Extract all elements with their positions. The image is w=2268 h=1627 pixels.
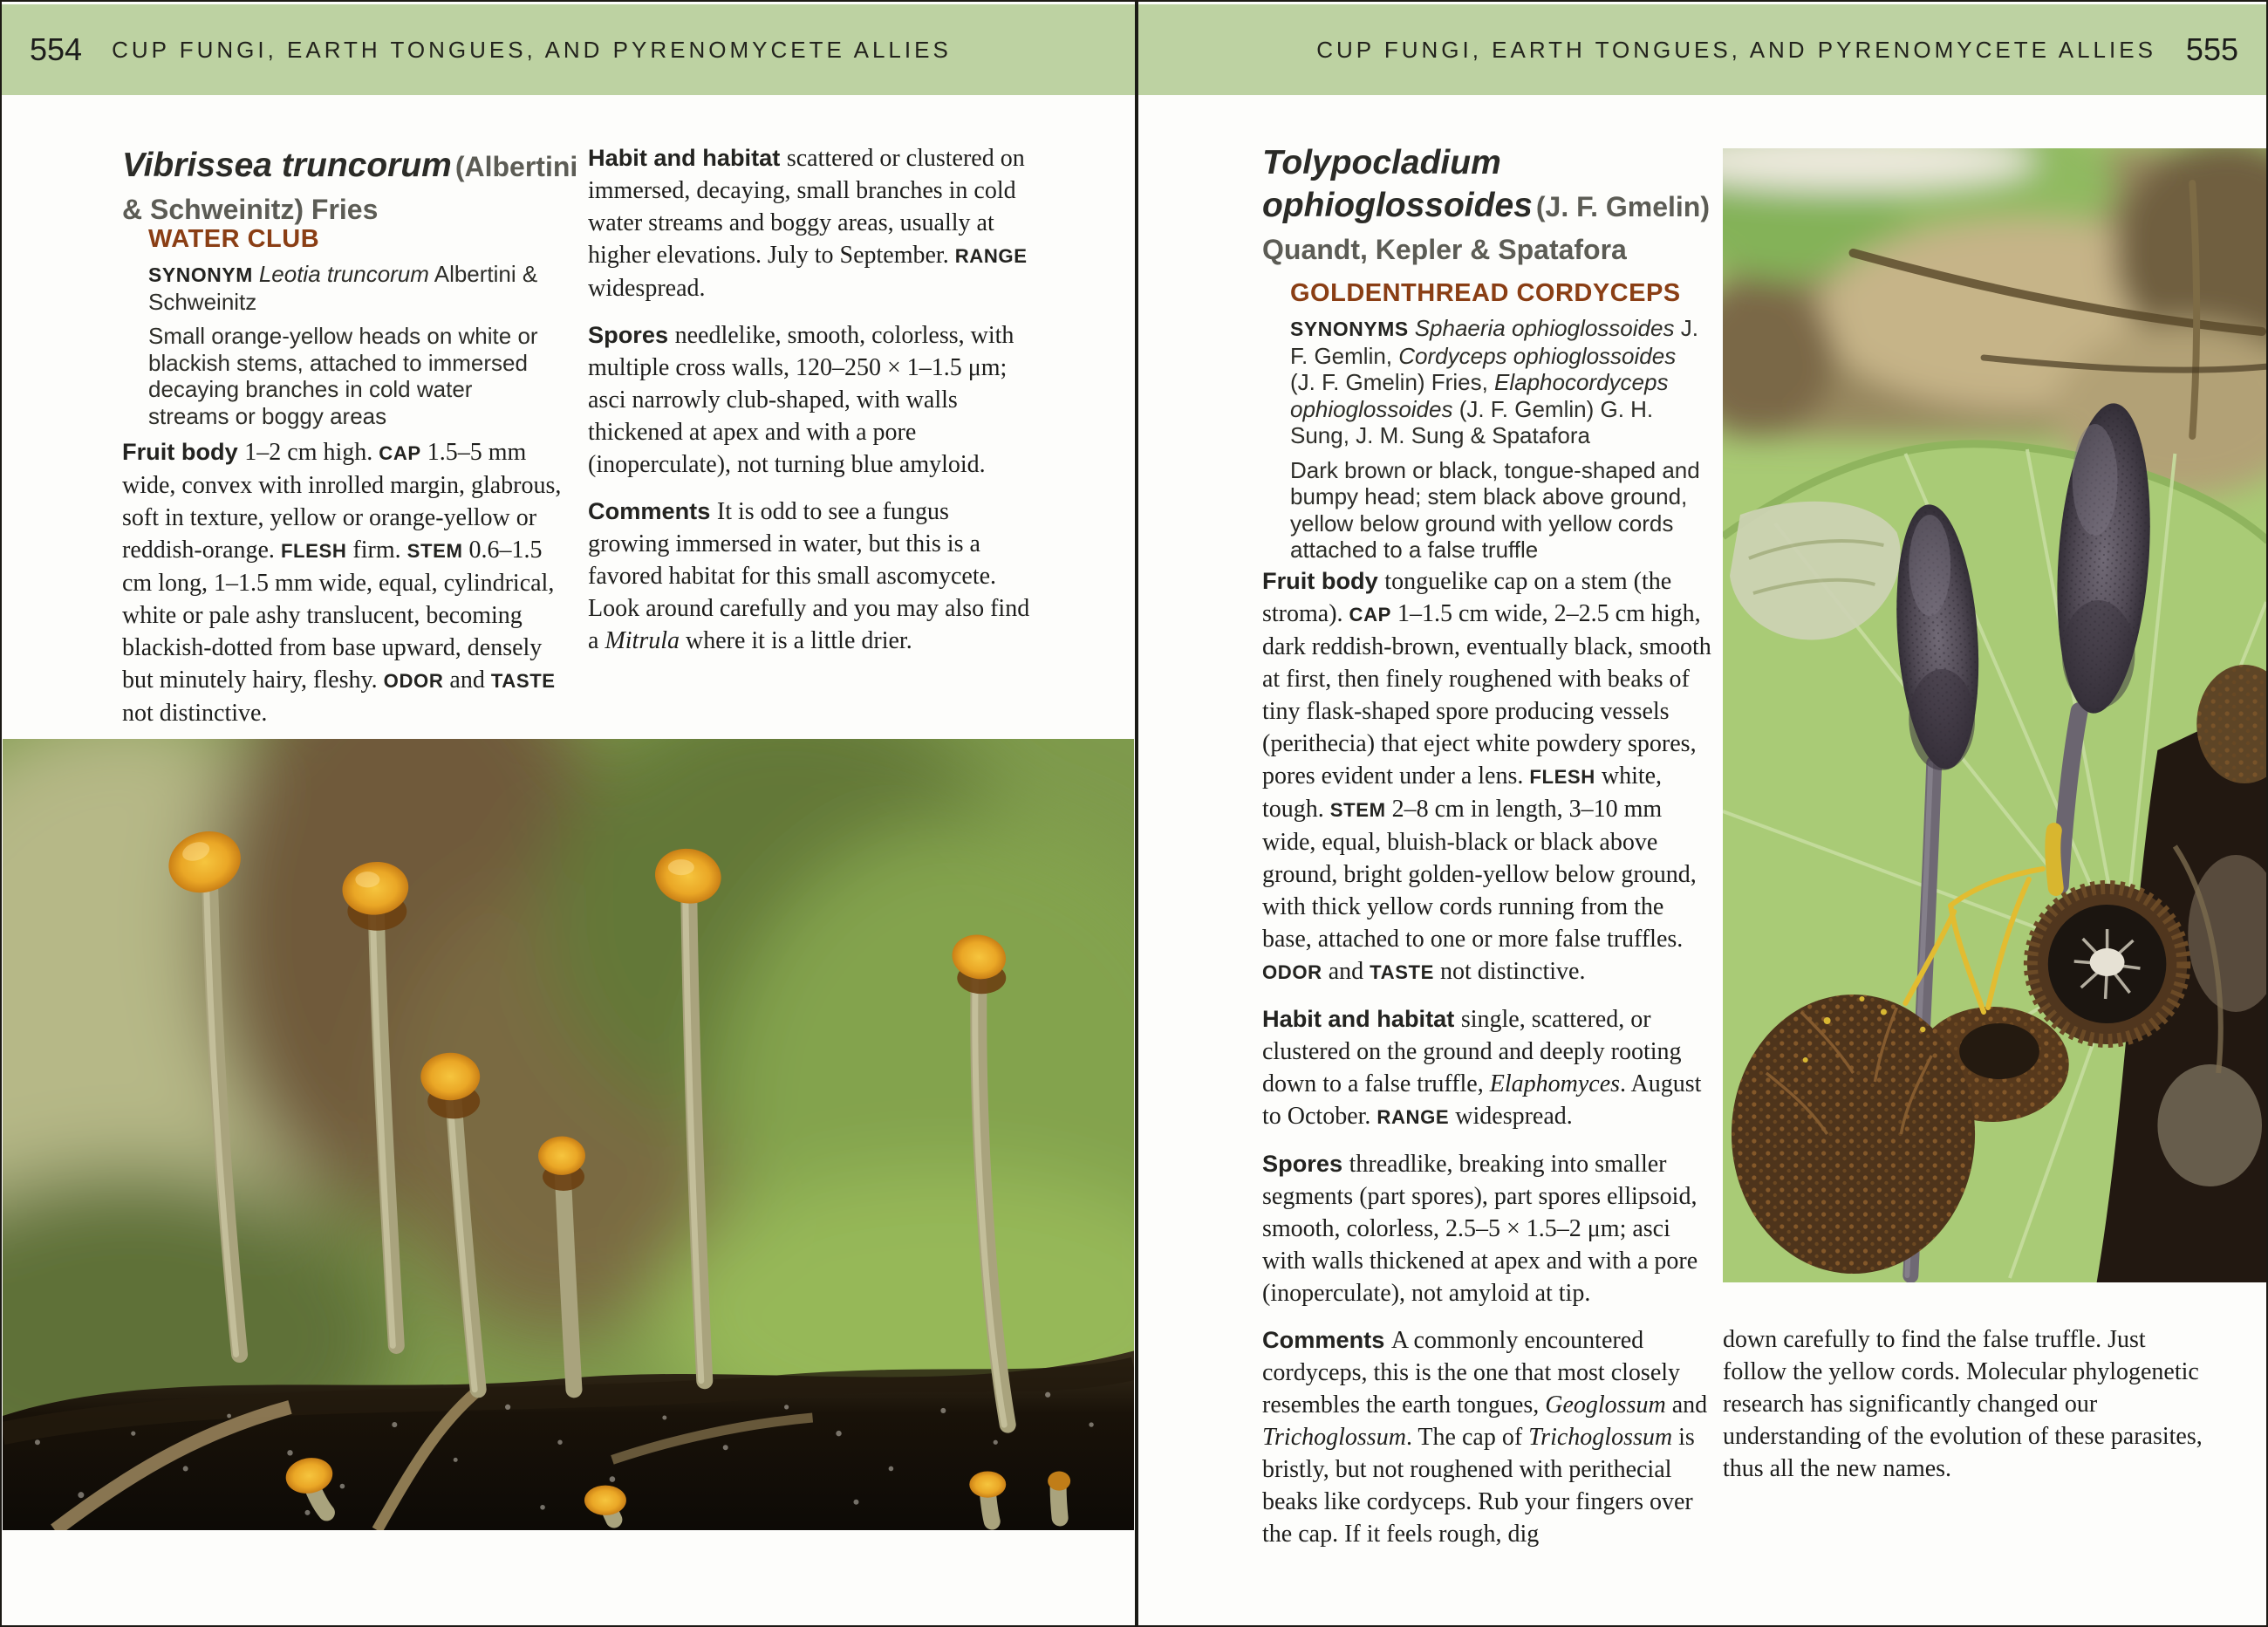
left-column-2	[588, 141, 1035, 657]
right-spores-paragraph: Spores threadlike, breaking into smaller segments (part spores), part spores ellipsoid, smooth, colorless, 2.5–5 × 1.5–2 μm; asci with walls thickened at apex and with a pore (inoperculate), not amyloid at tip.	[1262, 1150, 1698, 1307]
right-synonyms-line: SYNONYMS Sphaeria ophioglossoides J. F. Gemlin, Cordyceps ophioglossoides (J. F. Gmelin) Fries, Elaphocordyceps ophioglossoides (J. F. Gemlin) G. H. Sung, J. M. Sung & Spatafora	[1290, 315, 1698, 448]
right-species-heading	[1262, 141, 1711, 271]
left-fruit-body-paragraph: Fruit body 1–2 cm high. CAP 1.5–5 mm wide, convex with inrolled margin, glabrous, soft in texture, yellow or orange-yellow or reddish-orange. FLESH firm. STEM 0.6–1.5 cm long, 1–1.5 mm wide, equal, cylindrical, white or pale ashy translucent, becoming blackish-dotted from base upward, densely but minutely hairy, fleshy. ODOR and TASTE not distinctive.	[122, 438, 562, 727]
header-right	[1316, 31, 2238, 68]
left-summary: Small orange-yellow heads on white or blackish stems, attached to immersed decaying branches in cold water streams or boggy areas	[148, 323, 538, 429]
header-left	[30, 31, 952, 68]
left-common-name: WATER CLUB	[148, 225, 320, 253]
left-species-heading	[122, 144, 593, 231]
right-species-title: Tolypocladium ophioglossoides	[1262, 144, 1533, 224]
running-header-band	[2, 4, 2266, 95]
right-species-intro-block	[1290, 279, 1702, 564]
left-comments-paragraph: Comments It is odd to see a fungus growing immersed in water, but this is a favored habitat for this small ascomycete. Look around carefully and you may also find a Mitrula where it is a little drier.	[588, 497, 1030, 654]
photo-tolypocladium-ophioglossoides	[1723, 148, 2268, 1282]
photo-vibrissea-truncorum	[3, 739, 1134, 1530]
right-comments-paragraph: Comments A commonly encountered cordyceps, this is the one that most closely resembles the earth tongues, Geoglossum and Trichoglossum. The cap of Trichoglossum is bristly, but not roughened with perithecial beaks like cordyceps. Rub your fingers over the cap. If it feels rough, dig	[1262, 1326, 1708, 1548]
page-number-left: 554	[30, 31, 83, 67]
right-continuation-paragraph: down carefully to find the false truffle. Just follow the yellow cords. Molecular phylogenetic research has significantly changed our understanding of the evolution of these parasites, thus all the new names.	[1723, 1326, 2203, 1482]
cut-false-truffle	[2027, 884, 2187, 1044]
right-common-name: GOLDENTHREAD CORDYCEPS	[1290, 279, 1681, 307]
right-habit-paragraph: Habit and habitat single, scattered, or clustered on the ground and deeply rooting down to a false truffle, Elaphomyces. August to October. RANGE widespread.	[1262, 1005, 1702, 1130]
left-spores-paragraph: Spores needlelike, smooth, colorless, with multiple cross walls, 120–250 × 1–1.5 μm; asci narrowly club-shaped, with walls thickened at apex and with a pore (inoperculate), not turning blue amyloid.	[588, 321, 1014, 478]
right-summary: Dark brown or black, tongue-shaped and bumpy head; stem black above ground, yellow below ground with yellow cords attached to a false truffle	[1290, 456, 1700, 563]
right-column-1	[1262, 564, 1719, 1550]
left-synonym-line: SYNONYM Leotia truncorum Albertini & Schweinitz	[148, 261, 538, 315]
page-number-right: 555	[2185, 31, 2238, 67]
left-habit-paragraph: Habit and habitat scattered or clustered on immersed, decaying, small branches in cold water streams and boggy areas, usually at higher elevations. July to September. RANGE widespread.	[588, 144, 1028, 302]
left-species-title: Vibrissea truncorum	[122, 147, 452, 184]
page-gutter-divider	[1135, 2, 1138, 1627]
right-species-authority: (J. F. Gmelin) Quandt, Kepler & Spatafora	[1262, 191, 1710, 265]
running-head-left: CUP FUNGI, EARTH TONGUES, AND PYRENOMYCETE ALLIES	[112, 36, 952, 63]
left-species-intro-block	[148, 225, 554, 429]
running-head-right: CUP FUNGI, EARTH TONGUES, AND PYRENOMYCETE ALLIES	[1316, 36, 2156, 63]
right-fruit-body-paragraph: Fruit body tonguelike cap on a stem (the stroma). CAP 1–1.5 cm wide, 2–2.5 cm high, dark reddish-brown, eventually black, smooth at first, then finely roughened with beaks of tiny flask-shaped spore producing vessels (perithecia) that eject white powdery spores, pores evident under a lens. FLESH white, tough. STEM 2–8 cm in length, 3–10 mm wide, equal, bluish-black or black above ground, bright golden-yellow below ground, with thick yellow cords running from the base, attached to one or more false truffles. ODOR and TASTE not distinctive.	[1262, 567, 1711, 985]
left-species-authority: (Albertini & Schweinitz) Fries	[122, 151, 578, 225]
